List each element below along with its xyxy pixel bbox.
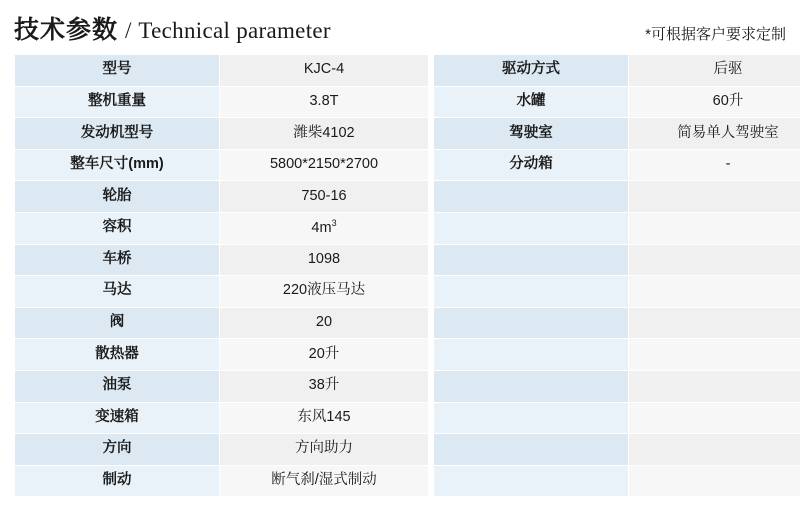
table-row [15, 212, 429, 244]
right-label-cell [434, 181, 629, 213]
table-row [434, 370, 800, 402]
left-label-cell: 发动机型号 [15, 118, 220, 150]
left-value-cell: 5800*2150*2700 [220, 149, 429, 181]
table-row [434, 181, 800, 213]
left-label-cell: 马达 [15, 276, 220, 308]
left-label-cell: 散热器 [15, 339, 220, 371]
spec-table-right [433, 54, 800, 497]
spec-tables [14, 54, 786, 497]
table-row [434, 212, 800, 244]
table-row [434, 402, 800, 434]
right-value-cell [629, 244, 800, 276]
right-value-cell [629, 434, 800, 466]
table-row [15, 307, 429, 339]
table-row [434, 244, 800, 276]
table-row [434, 339, 800, 371]
right-value-cell: 60升 [629, 86, 800, 118]
right-label-cell [434, 465, 629, 497]
right-value-cell [629, 276, 800, 308]
page-title [14, 10, 331, 46]
table-row [434, 86, 800, 118]
table-row [434, 434, 800, 466]
table-row [15, 55, 429, 87]
left-value-cell: 断气刹/湿式制动 [220, 465, 429, 497]
right-label-cell [434, 276, 629, 308]
right-value-cell [629, 465, 800, 497]
left-value-cell: 3.8T [220, 86, 429, 118]
right-value-cell [629, 307, 800, 339]
right-label-cell [434, 339, 629, 371]
right-value-cell: - [629, 149, 800, 181]
left-value-cell: 东风145 [220, 402, 429, 434]
left-value-cell: 38升 [220, 370, 429, 402]
right-value-cell: 简易单人驾驶室 [629, 118, 800, 150]
title-separator: / [125, 18, 132, 43]
right-value-cell [629, 339, 800, 371]
left-label-cell: 型号 [15, 55, 220, 87]
right-label-cell [434, 402, 629, 434]
value-superscript: 3 [331, 218, 337, 229]
left-label-cell: 整车尺寸(mm) [15, 149, 220, 181]
table-row [15, 86, 429, 118]
left-label-cell: 车桥 [15, 244, 220, 276]
left-label-cell: 方向 [15, 434, 220, 466]
left-label-cell: 制动 [15, 465, 220, 497]
table-row [15, 149, 429, 181]
left-value-cell: $4m^3$ [220, 212, 429, 244]
right-label-cell [434, 370, 629, 402]
right-value-cell: 后驱 [629, 55, 800, 87]
table-row [15, 181, 429, 213]
left-value-cell: 750-16 [220, 181, 429, 213]
page-title-cn: 技术参数 [14, 16, 119, 44]
right-value-cell [629, 212, 800, 244]
left-label-cell: 轮胎 [15, 181, 220, 213]
table-row [15, 276, 429, 308]
right-label-cell [434, 307, 629, 339]
right-label-cell: 驱动方式 [434, 55, 629, 87]
right-label-cell: 驾驶室 [434, 118, 629, 150]
left-value-cell: 方向助力 [220, 434, 429, 466]
left-label-cell: 变速箱 [15, 402, 220, 434]
right-label-cell [434, 244, 629, 276]
right-value-cell [629, 181, 800, 213]
left-value-cell: 潍柴4102 [220, 118, 429, 150]
table-row [434, 307, 800, 339]
table-row [434, 55, 800, 87]
left-label-cell: 容积 [15, 212, 220, 244]
table-row [15, 339, 429, 371]
table-row [434, 149, 800, 181]
left-label-cell: 整机重量 [15, 86, 220, 118]
right-label-cell: 水罐 [434, 86, 629, 118]
table-row [434, 465, 800, 497]
spec-table-left [14, 54, 429, 497]
left-value-cell: 20升 [220, 339, 429, 371]
right-label-cell: 分动箱 [434, 149, 629, 181]
left-label-cell: 油泵 [15, 370, 220, 402]
customization-note: *可根据客户要求定制 [645, 26, 786, 43]
right-label-cell [434, 434, 629, 466]
page-title-en: Technical parameter [138, 18, 331, 43]
page-header [14, 10, 786, 46]
table-row [15, 402, 429, 434]
left-value-cell: KJC-4 [220, 55, 429, 87]
table-row [15, 465, 429, 497]
right-value-cell [629, 370, 800, 402]
table-row [15, 244, 429, 276]
right-label-cell [434, 212, 629, 244]
left-value-cell: 1098 [220, 244, 429, 276]
right-value-cell [629, 402, 800, 434]
left-value-cell: 20 [220, 307, 429, 339]
left-value-cell: 220液压马达 [220, 276, 429, 308]
table-row [434, 118, 800, 150]
table-row [15, 434, 429, 466]
left-label-cell: 阀 [15, 307, 220, 339]
table-row [434, 276, 800, 308]
table-row [15, 370, 429, 402]
table-row [15, 118, 429, 150]
